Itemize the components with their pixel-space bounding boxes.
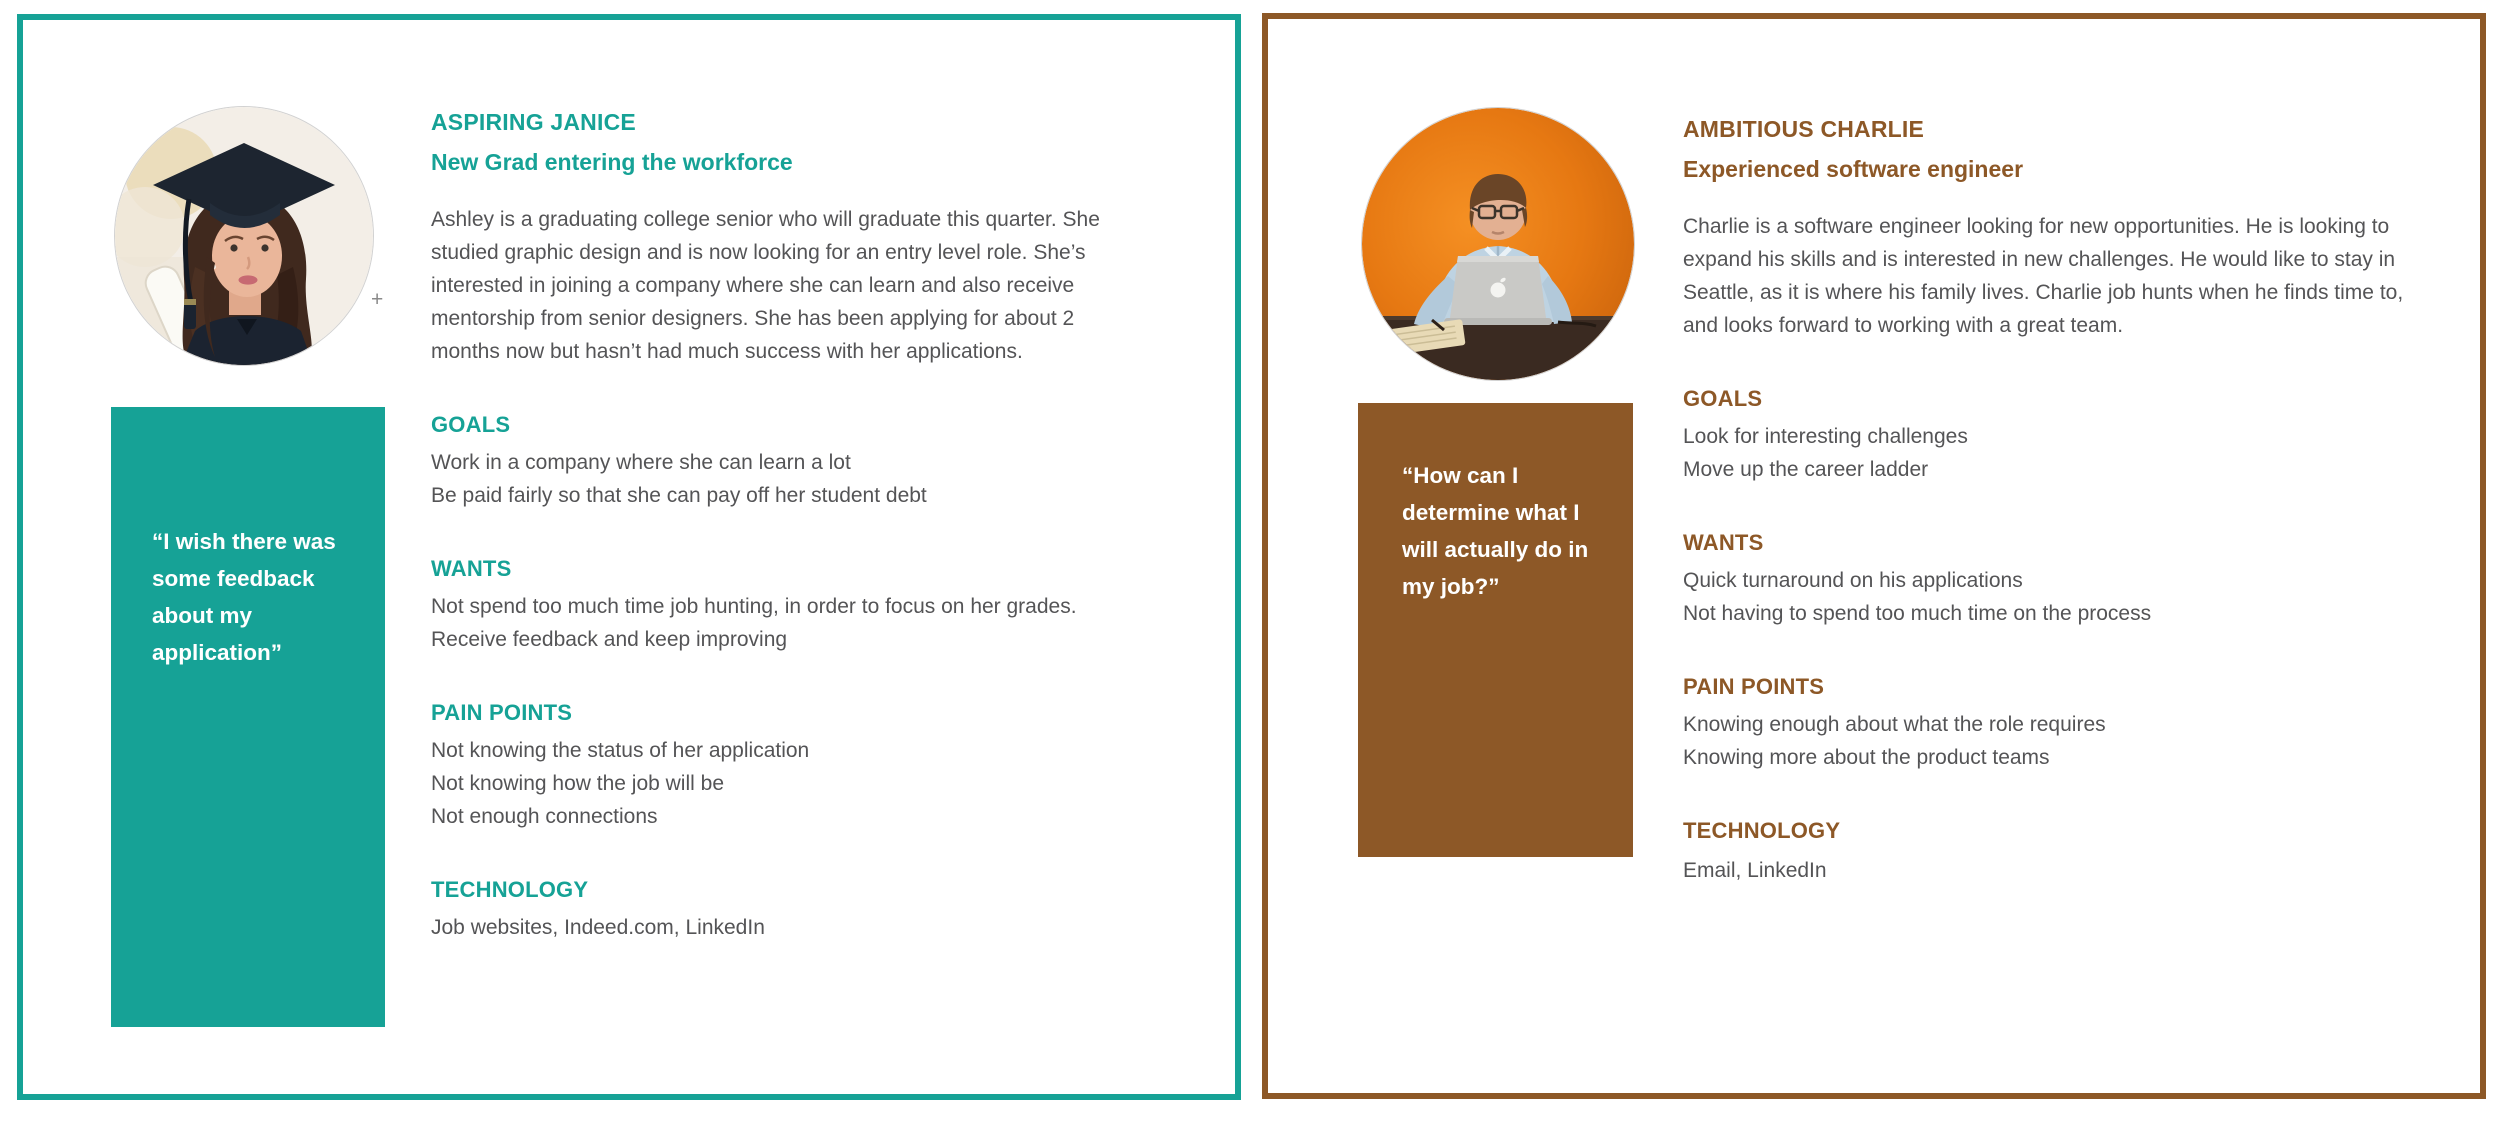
section-item: Quick turnaround on his applications [1683, 569, 2023, 592]
janice-content-column [431, 108, 1135, 944]
persona-description: Ashley is a graduating college senior who will graduate this quarter. She studied graphic design and is now looking for an entry level role. She’s interested in joining a company where she can learn and also receive mentorship from senior designers. She has been applying for about 2 months now but hasn’t had much success with her applications. [431, 208, 1100, 363]
persona-role: New Grad entering the workforce [431, 149, 793, 175]
persona-card-janice [17, 14, 1241, 1100]
section-pain-points [1683, 674, 2425, 774]
section-item: Look for interesting challenges [1683, 425, 1968, 448]
section-item: Not spend too much time job hunting, in order to focus on her grades. [431, 595, 1077, 618]
section-title: GOALS [431, 412, 511, 437]
janice-quote-text: “I wish there was some feedback about my application” [152, 529, 336, 665]
section-item: Not having to spend too much time on the process [1683, 602, 2152, 625]
section-title: TECHNOLOGY [431, 877, 589, 902]
plus-mark: + [371, 288, 384, 311]
persona-description: Charlie is a software engineer looking for new opportunities. He is looking to expand his skills and is interested in new challenges. He would like to stay in Seattle, as it is where his family lives. Charlie job hunts when he finds time to, and looks forward to working with a great team. [1683, 215, 2404, 337]
section-title: GOALS [1683, 386, 1763, 411]
section-item: Move up the career ladder [1683, 458, 1929, 481]
section-wants [1683, 530, 2425, 630]
section-item: Be paid fairly so that she can pay off her student debt [431, 484, 927, 507]
section-title: WANTS [431, 556, 512, 581]
section-item: Job websites, Indeed.com, LinkedIn [431, 916, 765, 939]
section-title: TECHNOLOGY [1683, 818, 1841, 843]
charlie-quote-box [1358, 403, 1633, 857]
charlie-content-column [1683, 115, 2425, 887]
section-goals [1683, 386, 2425, 486]
persona-name: ASPIRING JANICE [431, 109, 636, 135]
janice-quote-box [111, 407, 385, 1027]
section-title: PAIN POINTS [431, 700, 573, 725]
section-title: PAIN POINTS [1683, 674, 1825, 699]
section-title: WANTS [1683, 530, 1764, 555]
section-pain-points [431, 700, 1135, 833]
charlie-photo [1362, 108, 1634, 380]
janice-photo [115, 107, 373, 365]
section-item: Not knowing how the job will be [431, 772, 724, 795]
section-item: Email, LinkedIn [1683, 859, 1827, 882]
section-technology [1683, 818, 2425, 887]
section-item: Work in a company where she can learn a lot [431, 451, 851, 474]
persona-name: AMBITIOUS CHARLIE [1683, 116, 1925, 142]
persona-role: Experienced software engineer [1683, 156, 2024, 182]
persona-card-charlie [1262, 13, 2486, 1099]
charlie-quote-text: “How can I determine what I will actually do in my job?” [1402, 463, 1589, 599]
section-item: Knowing enough about what the role requires [1683, 713, 2106, 736]
section-item: Not knowing the status of her application [431, 739, 810, 762]
section-item: Receive feedback and keep improving [431, 628, 788, 651]
section-item: Knowing more about the product teams [1683, 746, 2050, 769]
section-item: Not enough connections [431, 805, 658, 828]
section-technology [431, 877, 1135, 944]
section-wants [431, 556, 1135, 656]
section-goals [431, 412, 1135, 512]
